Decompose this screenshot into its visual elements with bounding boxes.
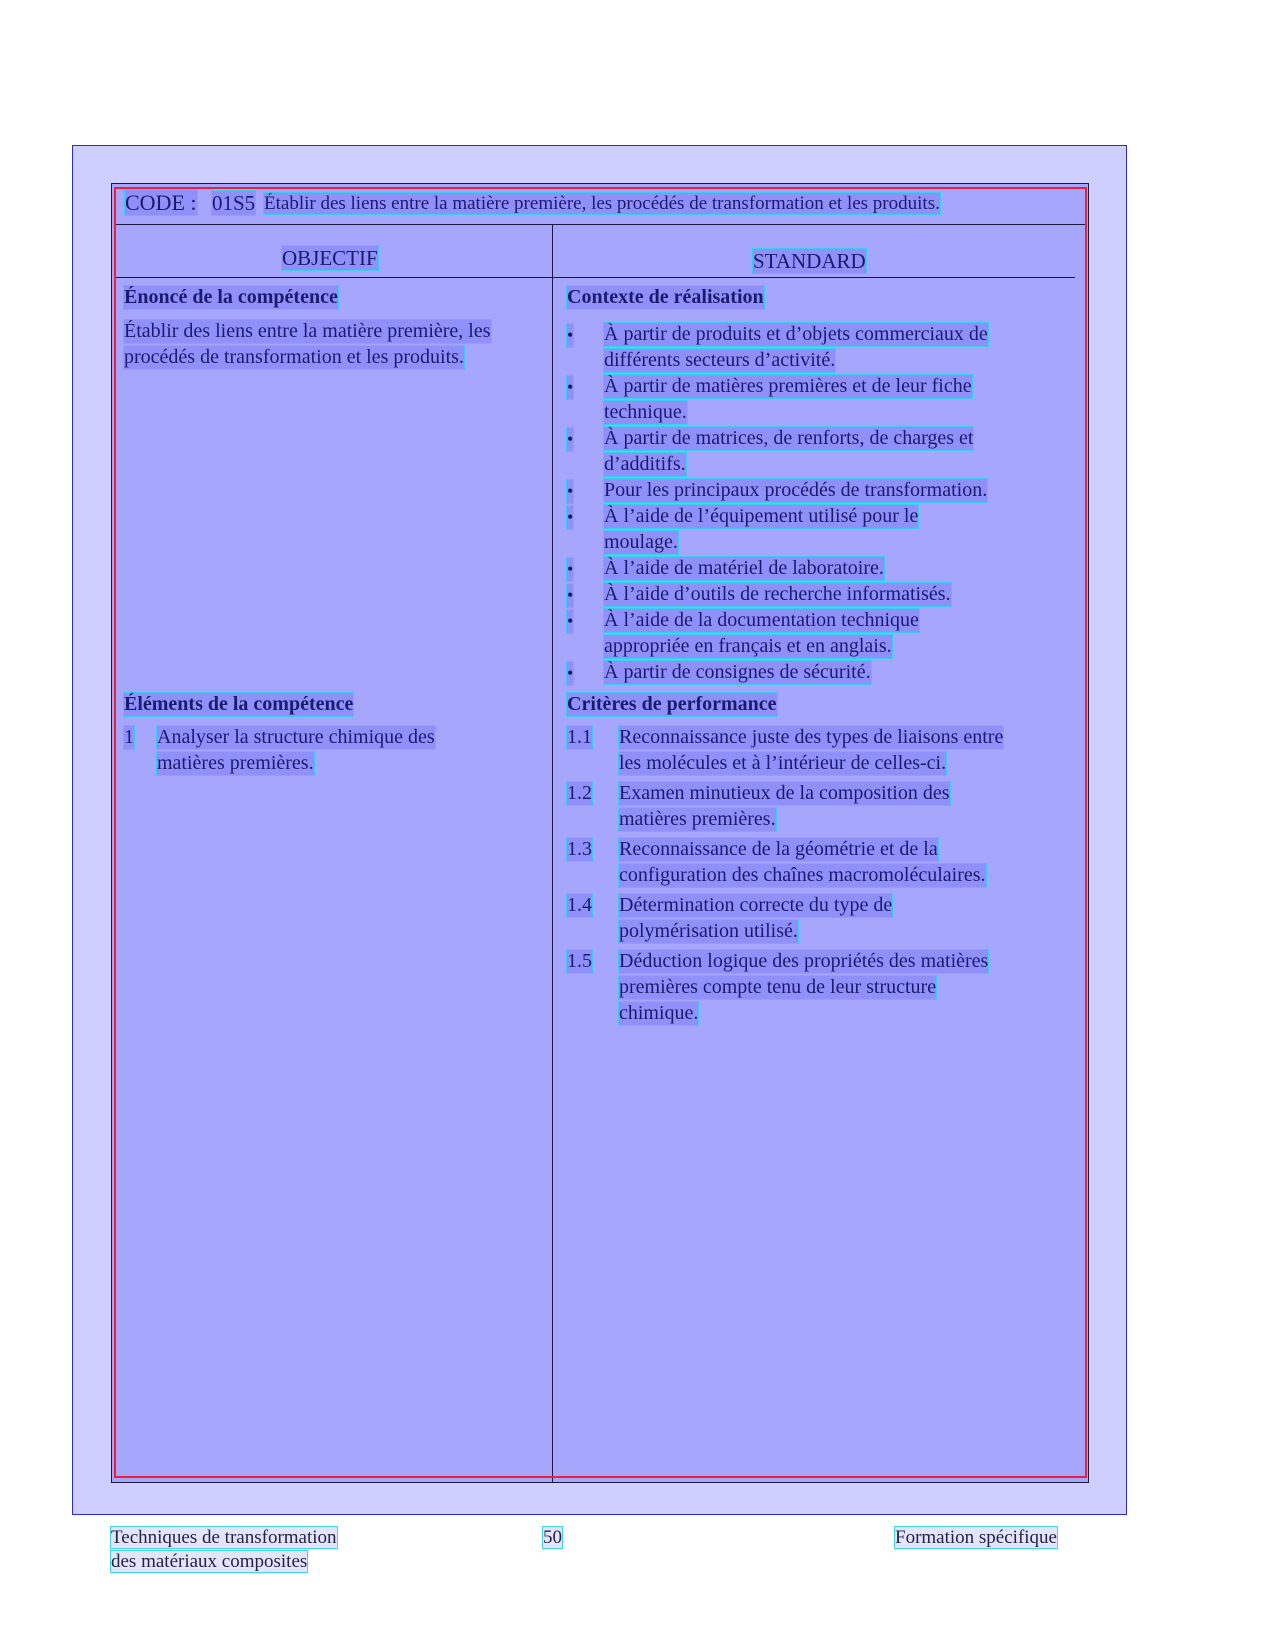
- element-line: matières premières.: [157, 752, 314, 774]
- bullet-icon: •: [567, 325, 574, 345]
- header-divider: [114, 224, 1086, 225]
- contexte-line: À partir de matières premières et de leur fiche: [604, 375, 972, 397]
- contexte-line: technique.: [604, 401, 687, 423]
- bullet-icon: •: [567, 559, 574, 579]
- bullet-icon: •: [567, 663, 574, 683]
- code-label: CODE :: [125, 190, 197, 215]
- contexte-line: d’additifs.: [604, 453, 686, 475]
- contexte-line: appropriée en français et en anglais.: [604, 635, 892, 657]
- critere-number: 1.2: [567, 782, 592, 804]
- critere-number: 1.5: [567, 950, 592, 972]
- objectif-header: OBJECTIF: [282, 246, 378, 270]
- contexte-line: Pour les principaux procédés de transformation.: [604, 479, 988, 501]
- critere-line: chimique.: [619, 1002, 699, 1024]
- enonce-heading: Énoncé de la compétence: [124, 286, 338, 308]
- enonce-line: Établir des liens entre la matière première, les: [124, 320, 491, 342]
- critere-line: Examen minutieux de la composition des: [619, 782, 950, 804]
- bullet-icon: •: [567, 481, 574, 501]
- code-title: Établir des liens entre la matière première, les procédés de transformation et les produits.: [264, 193, 940, 214]
- contexte-heading: Contexte de réalisation: [567, 286, 764, 308]
- critere-line: Reconnaissance juste des types de liaisons entre: [619, 726, 1004, 748]
- column-divider: [552, 224, 553, 1482]
- bullet-icon: •: [567, 377, 574, 397]
- critere-line: Déduction logique des propriétés des matières: [619, 950, 989, 972]
- element-number: 1: [124, 726, 134, 748]
- bullet-icon: •: [567, 507, 574, 527]
- footer-left-line1: Techniques de transformation: [111, 1527, 337, 1548]
- page-number: 50: [543, 1527, 562, 1548]
- footer-right: Formation spécifique: [895, 1527, 1057, 1548]
- contexte-line: À l’aide de matériel de laboratoire.: [604, 557, 884, 579]
- contexte-line: différents secteurs d’activité.: [604, 349, 836, 371]
- critere-number: 1.4: [567, 894, 592, 916]
- critere-line: Reconnaissance de la géométrie et de la: [619, 838, 938, 860]
- contexte-line: À l’aide d’outils de recherche informatisés.: [604, 583, 951, 605]
- bullet-icon: •: [567, 585, 574, 605]
- column-header-divider: [114, 277, 1075, 278]
- bullet-icon: •: [567, 429, 574, 449]
- bullet-icon: •: [567, 611, 574, 631]
- critere-line: polymérisation utilisé.: [619, 920, 798, 942]
- critere-line: premières compte tenu de leur structure: [619, 976, 937, 998]
- enonce-line: procédés de transformation et les produits.: [124, 346, 464, 368]
- critere-number: 1.3: [567, 838, 592, 860]
- element-line: Analyser la structure chimique des: [157, 726, 435, 748]
- contexte-line: À partir de matrices, de renforts, de charges et: [604, 427, 974, 449]
- contexte-line: À partir de produits et d’objets commerciaux de: [604, 323, 988, 345]
- contexte-line: À l’aide de l’équipement utilisé pour le: [604, 505, 919, 527]
- contexte-line: À l’aide de la documentation technique: [604, 609, 919, 631]
- contexte-line: moulage.: [604, 531, 678, 553]
- footer-left-line2: des matériaux composites: [111, 1551, 308, 1572]
- critere-line: Détermination correcte du type de: [619, 894, 893, 916]
- critere-number: 1.1: [567, 726, 592, 748]
- standard-header: STANDARD: [753, 249, 866, 273]
- elements-heading: Éléments de la compétence: [124, 693, 354, 715]
- code-value: 01S5: [212, 191, 256, 215]
- critere-line: configuration des chaînes macromoléculaires.: [619, 864, 986, 886]
- critere-line: matières premières.: [619, 808, 776, 830]
- criteres-heading: Critères de performance: [567, 693, 777, 715]
- critere-line: les molécules et à l’intérieur de celles-ci.: [619, 752, 947, 774]
- contexte-line: À partir de consignes de sécurité.: [604, 661, 871, 683]
